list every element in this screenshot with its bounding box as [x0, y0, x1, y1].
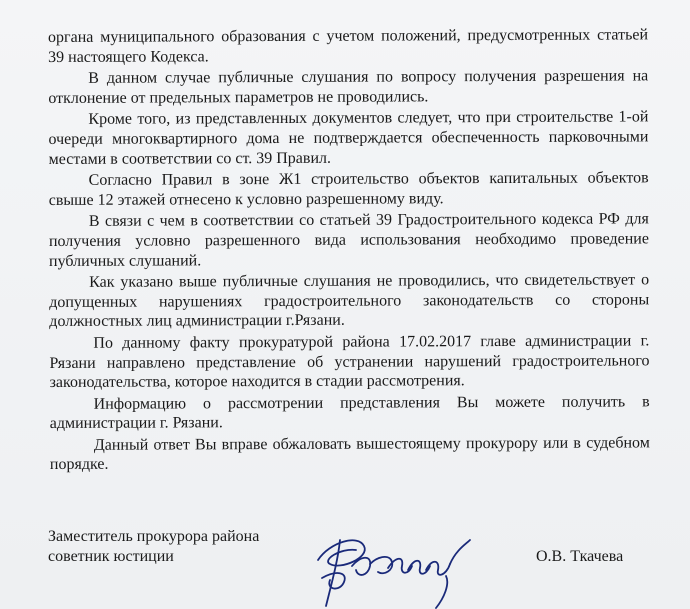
paragraph-7: По данному факту прокуратурой района 17.02.2017 главе администрации г. Рязани направлено представление об устранении нарушений градостроительного законодательства, которое находится в стадии рассмотрения.	[49, 332, 650, 392]
paragraph-4: Согласно Правил в зоне Ж1 строительство объектов капитальных объектов свыше 12 этажей отнесено к условно разрешенному виду.	[48, 169, 649, 209]
paragraph-8: Информацию о рассмотрении представления Вы можете получить в администрации г. Рязани.	[49, 393, 650, 433]
position-line-1: Заместитель прокурора района	[48, 528, 260, 545]
paragraph-5: В связи с чем в соответствии со статьей 39 Градостроительного кодекса РФ для получения условно разрешенного вида использования необходимо проведение публичных слушаний.	[48, 210, 649, 270]
signatory-position	[48, 527, 259, 566]
paragraph-2: В данном случае публичные слушания по вопросу получения разрешения на отклонение от предельных параметров не проводились.	[48, 67, 649, 107]
position-line-2: советник юстиции	[48, 547, 174, 565]
document-body	[48, 25, 650, 477]
signatory-name: О.В. Ткачева	[536, 548, 624, 565]
handwritten-signature	[300, 520, 490, 609]
paragraph-1: органа муниципального образования с учетом положений, предусмотренных статьей 39 настоящего Кодекса.	[48, 26, 649, 66]
paragraph-9: Данный ответ Вы вправе обжаловать вышестоящему прокурору или в судебном порядке.	[49, 434, 650, 474]
paragraph-6: Как указано выше публичные слушания не проводились, что свидетельствует о допущенных нарушениях градостроительного законодательств со стороны должностных лиц администрации г.Рязани.	[49, 271, 650, 331]
paragraph-3: Кроме того, из представленных документов следует, что при строительстве 1-ой очереди многоквартирного дома не подтверждается обеспеченность парковочными местами в соответствии со ст. 39 Правил.	[48, 108, 649, 168]
